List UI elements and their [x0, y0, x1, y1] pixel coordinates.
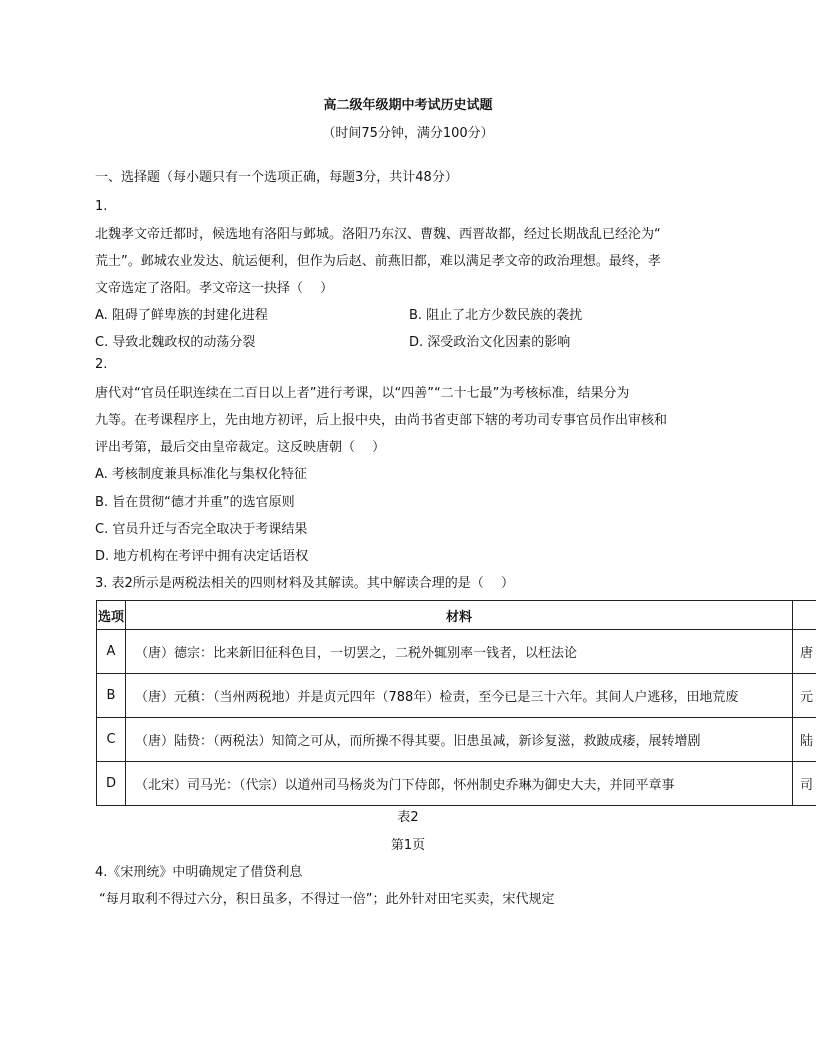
- page-title: 高二级年级期中考试历史试题: [323, 98, 493, 113]
- table-cell-material: （北宋）司马光：（代宗）以道州司马杨炎为门下侍郎，怀州制史乔琳为御史大夫，并同平章事: [126, 762, 793, 806]
- question-4-stem-line: “每月取利不得过六分，积日虽多，不得过一倍”；此外针对田宅买卖，宋代规定: [99, 892, 555, 907]
- section-heading: 一、选择题（每小题只有一个选项正确，每题3分，共计48分）: [95, 170, 458, 185]
- exam-subtitle: （时间75分钟，满分100分）: [322, 126, 494, 141]
- question-2-stem-line: 唐代对“官员任职连续在二百日以上者”进行考课，以“四善”“二十七最”为考核标准，结果分为: [95, 386, 630, 401]
- table-cell-interpretation: 元: [793, 674, 816, 718]
- question-2-stem-line: 评出考第，最后交由皇帝裁定。这反映唐朝（ ）: [95, 440, 386, 455]
- table-header-row: [97, 601, 816, 630]
- question-4-stem-line: 4.《宋刑统》中明确规定了借贷利息: [95, 865, 303, 880]
- table-header-option: 选项: [97, 601, 126, 630]
- question-1-stem-line: 荒土”。邺城农业发达、航运便利，但作为后赵、前燕旧都，难以满足孝文帝的政治理想。最终，孝: [95, 254, 661, 269]
- question-1-stem-line: 文帝选定了洛阳。孝文帝这一抉择（ ）: [95, 281, 334, 296]
- table-cell-interpretation: 陆: [793, 718, 816, 762]
- table-cell-option: C: [97, 718, 126, 762]
- table-caption: 表2: [397, 810, 419, 825]
- table-cell-option: D: [97, 762, 126, 806]
- table-header-interpretation: [793, 601, 816, 630]
- table-header-material: 材料: [126, 601, 793, 630]
- table-cell-material: （唐）陆贽：（两税法）知简之可从，而所操不得其要。旧患虽减，新诊复滋，救跛成痿，展转增剧: [126, 718, 793, 762]
- table-cell-option: B: [97, 674, 126, 718]
- table-cell-option: A: [97, 630, 126, 674]
- question-1-stem-line: 北魏孝文帝迁都时，候选地有洛阳与邺城。洛阳乃东汉、曹魏、西晋故都，经过长期战乱已经沦为“: [95, 227, 661, 242]
- table-row: [97, 718, 816, 762]
- question-1-option-d: D. 深受政治文化因素的影响: [409, 335, 571, 350]
- question-1-number: 1.: [95, 199, 108, 214]
- table-cell-interpretation: 唐: [793, 630, 816, 674]
- question-2-number: 2.: [95, 357, 108, 372]
- table-row: [97, 630, 816, 674]
- question-1-option-c: C. 导致北魏政权的动荡分裂: [95, 335, 256, 350]
- table-row: [97, 674, 816, 718]
- question-2-option-d: D. 地方机构在考评中拥有决定话语权: [95, 549, 309, 564]
- page-number: 第1页: [390, 838, 426, 853]
- question-1-option-b: B. 阻止了北方少数民族的袭扰: [409, 308, 583, 323]
- question-2-option-c: C. 官员升迁与否完全取决于考课结果: [95, 522, 308, 537]
- material-table: [96, 600, 816, 806]
- table-cell-material: （唐）德宗：比来新旧征科色目，一切罢之，二税外辄别率一钱者，以枉法论: [126, 630, 793, 674]
- question-2-option-b: B. 旨在贯彻“德才并重”的选官原则: [95, 495, 295, 510]
- table-cell-material: （唐）元稹：（当州两税地）并是贞元四年（788年）检责，至今已是三十六年。其间人户逃移，田地荒废: [126, 674, 793, 718]
- question-1-option-a: A. 阻碍了鲜卑族的封建化进程: [95, 308, 268, 323]
- question-2-stem-line: 九等。在考课程序上，先由地方初评，后上报中央，由尚书省吏部下辖的考功司专事官员作出审核和: [95, 413, 668, 428]
- table-row: [97, 762, 816, 806]
- question-2-option-a: A. 考核制度兼具标准化与集权化特征: [95, 467, 307, 482]
- table-cell-interpretation: 司: [793, 762, 816, 806]
- question-3-stem: 3. 表2所示是两税法相关的四则材料及其解读。其中解读合理的是（ ）: [95, 576, 514, 591]
